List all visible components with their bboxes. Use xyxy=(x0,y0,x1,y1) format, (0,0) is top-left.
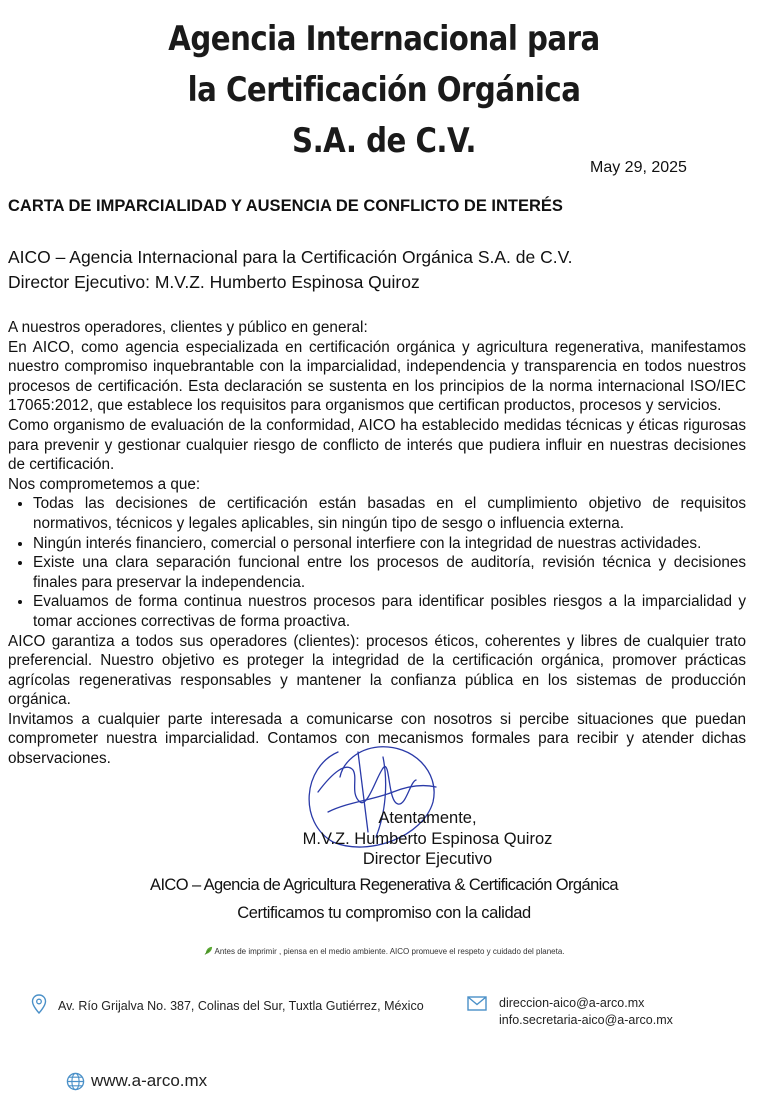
commitment-item: • Evaluamos de forma continua nuestros procesos para identificar posibles riesgos a la imparcialidad y tomar acciones correctivas de forma proactiva. xyxy=(33,592,746,631)
letter-date: May 29, 2025 xyxy=(590,159,687,176)
body-paragraph-2: Como organismo de evaluación de la conformidad, AICO ha establecido medidas técnicas y éticas rigurosas para prevenir y gestionar cualquier riesgo de conflicto de interés que pudiera influir en nuestras decisiones de certificación. xyxy=(8,416,746,474)
commitment-item: • Todas las decisiones de certificación están basadas en el cumplimiento objetivo de requisitos normativos, técnicos y legales aplicables, sin ningún tipo de sesgo o influencia externa. xyxy=(33,494,746,533)
commitment-item: • Ningún interés financiero, comercial o personal interfiere con la integridad de nuestras actividades. xyxy=(33,534,746,554)
eco-note xyxy=(0,946,768,956)
commitments-list xyxy=(8,494,746,631)
letter-subject: CARTA DE IMPARCIALIDAD Y AUSENCIA DE CONFLICTO DE INTERÉS xyxy=(8,197,563,215)
agency-block xyxy=(8,245,573,295)
letterhead-line-3: S.A. de C.V. xyxy=(292,121,476,161)
email-secretaria[interactable]: info.secretaria-aico@a-arco.mx xyxy=(499,1013,673,1027)
body-paragraph-3: Nos comprometemos a que: xyxy=(8,475,201,493)
body-paragraph-1: En AICO, como agencia especializada en certificación orgánica y agricultura regenerativa, manifestamos nuestro compromiso inquebrantable con la imparcialidad, independencia y transparencia en todos nuestros procesos de certificación. Esta declaración se sustenta en los principios de la norma internacional ISO/IEC 17065:2012, que establece los requisitos para organismos que certifican productos, procesos y servicios. xyxy=(8,338,746,415)
signature-stroke xyxy=(318,767,416,805)
signer-title: Director Ejecutivo xyxy=(362,850,493,868)
letter-body xyxy=(8,318,746,769)
greeting: A nuestros operadores, clientes y público en general: xyxy=(8,319,368,336)
agency-director: Director Ejecutivo: M.V.Z. Humberto Espinosa Quiroz xyxy=(8,272,420,292)
commitment-item: • Existe una clara separación funcional entre los procesos de auditoría, revisión técnica y decisiones finales para preservar la independencia. xyxy=(33,553,746,592)
eco-note-text: Antes de imprimir , piensa en el medio ambiente. AICO promueve el respeto y cuidado del planeta. xyxy=(214,947,565,956)
footer-slogan-2: Certificamos tu compromiso con la calidad xyxy=(237,904,531,922)
leaf-icon xyxy=(204,946,213,955)
letterhead-line-2: la Certificación Orgánica xyxy=(187,70,581,110)
agency-name: AICO – Agencia Internacional para la Certificación Orgánica S.A. de C.V. xyxy=(8,247,573,267)
signature-block xyxy=(200,808,655,870)
letterhead-line-1: Agencia Internacional para xyxy=(168,19,600,59)
signer-name: M.V.Z. Humberto Espinosa Quiroz xyxy=(302,829,553,848)
email-direccion[interactable]: direccion-aico@a-arco.mx xyxy=(499,996,645,1010)
footer-emails xyxy=(499,995,673,1029)
body-paragraph-5: Invitamos a cualquier parte interesada a comunicarse con nosotros si percibe situaciones que puedan comprometer nuestra imparcialidad. Contamos con mecanismos formales para recibir y atender dichas observaciones. xyxy=(8,710,746,768)
closing: Atentamente, xyxy=(378,809,477,827)
footer-website[interactable]: www.a-arco.mx xyxy=(91,1071,208,1090)
footer-address: Av. Río Grijalva No. 387, Colinas del Sur, Tuxtla Gutiérrez, México xyxy=(58,999,424,1013)
mail-icon xyxy=(467,996,487,1011)
body-paragraph-4: AICO garantiza a todos sus operadores (clientes): procesos éticos, coherentes y libres de cualquier trato preferencial. Nuestro objetivo es proteger la integridad de la certificación orgánica, promover prácticas agrícolas regenerativas responsables y mantener la confianza pública en los sistemas de producción orgánica. xyxy=(8,632,746,709)
letterhead-title xyxy=(54,14,714,167)
footer-slogan-1: AICO – Agencia de Agricultura Regenerativa & Certificación Orgánica xyxy=(150,876,618,894)
map-pin-icon xyxy=(31,994,47,1014)
globe-icon xyxy=(66,1072,85,1091)
